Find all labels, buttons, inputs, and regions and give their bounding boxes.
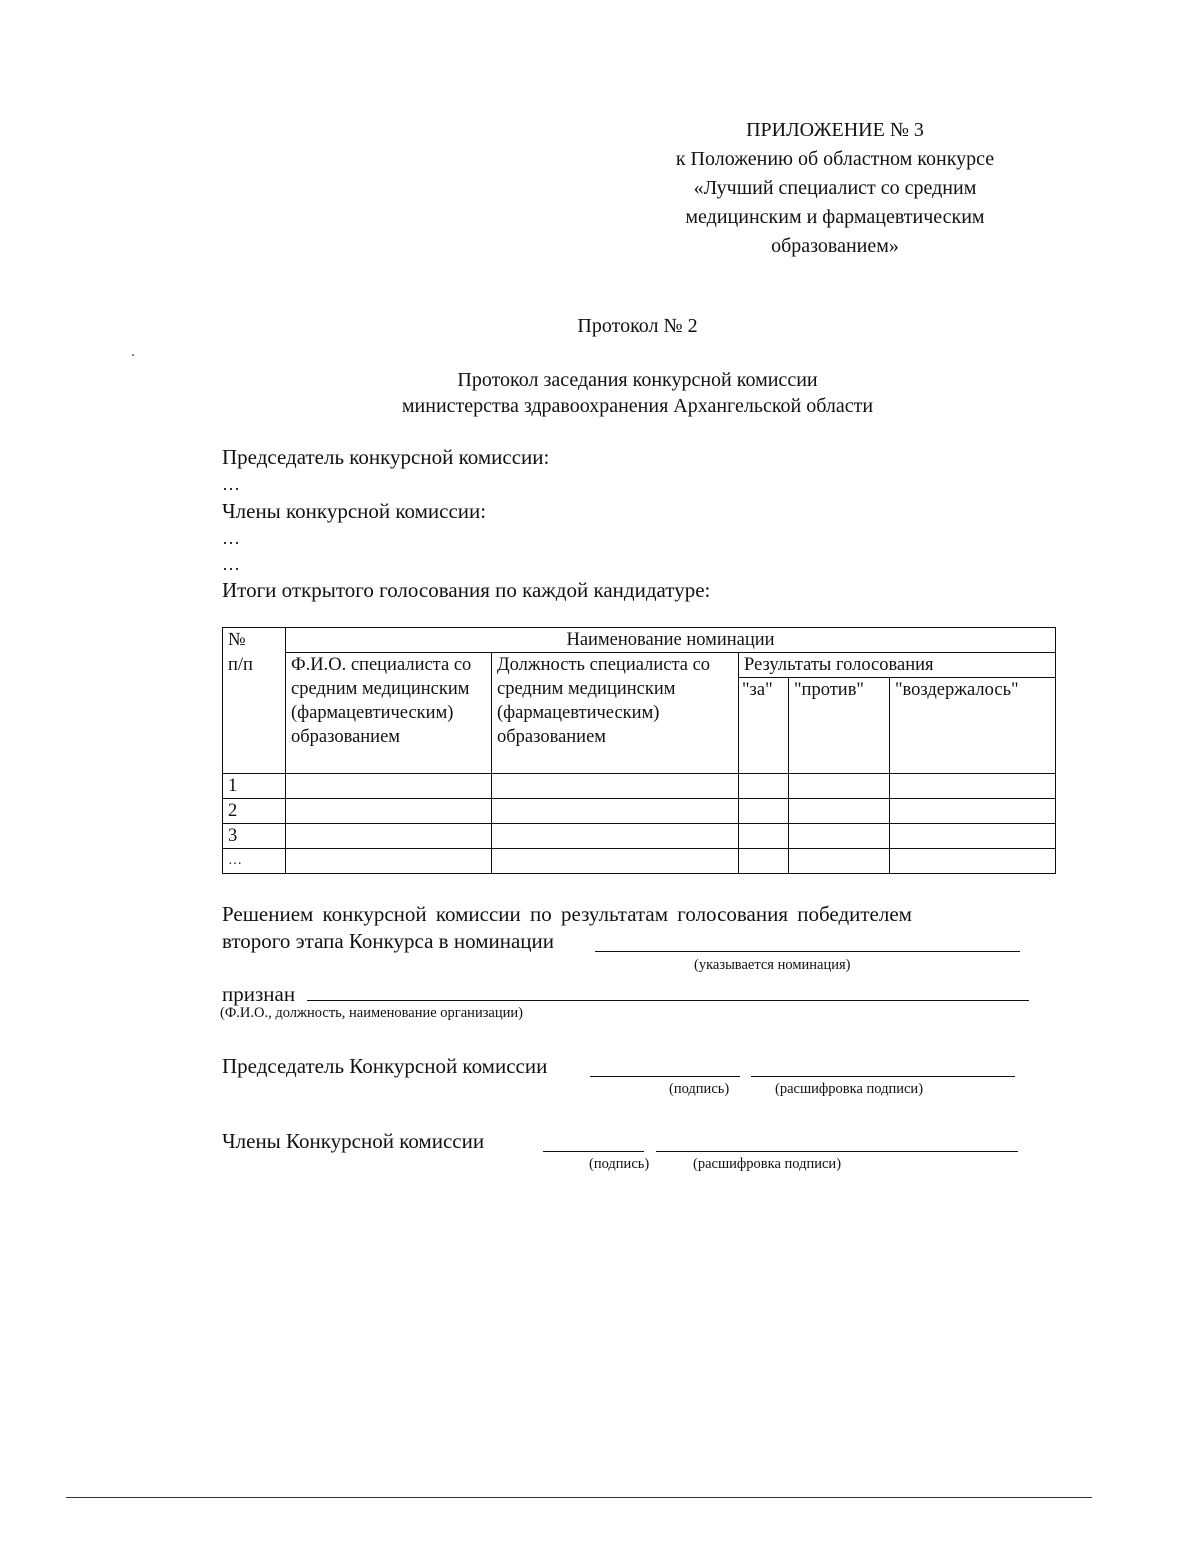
table-cell <box>789 774 890 799</box>
protocol-number: Протокол № 2 <box>577 315 698 337</box>
appendix-line: к Положению об областном конкурсе <box>675 148 995 170</box>
footer-rule <box>66 1497 1092 1498</box>
table-cell <box>286 799 492 824</box>
chairman-signature-label: Председатель Конкурсной комиссии <box>222 1054 548 1078</box>
table-cell <box>739 799 789 824</box>
appendix-block <box>600 116 1070 261</box>
nomination-caption: (указывается номинация) <box>694 957 851 973</box>
table-cell <box>739 774 789 799</box>
table-header-row <box>223 653 1056 678</box>
protocol-title-line: министерства здравоохранения Архангельской области <box>401 395 874 417</box>
appendix-line: «Лучший специалист со средним <box>693 177 977 199</box>
results-label: Итоги открытого голосования по каждой кандидатуре: <box>222 578 711 602</box>
ellipsis: … <box>222 528 240 548</box>
nomination-header: Наименование номинации <box>286 628 1056 653</box>
num-header-cell <box>223 628 286 653</box>
table-cell <box>890 799 1056 824</box>
table-cell <box>286 774 492 799</box>
signature-line <box>543 1151 644 1152</box>
recognized-blank-line <box>307 1000 1029 1001</box>
table-row <box>223 824 1056 849</box>
decoding-caption: (расшифровка подписи) <box>693 1156 842 1172</box>
row-number: 2 <box>223 799 286 824</box>
table-cell <box>739 824 789 849</box>
table-row <box>223 774 1056 799</box>
recognized-caption: (Ф.И.О., должность, наименование организации) <box>220 1005 523 1021</box>
appendix-line: медицинским и фармацевтическим <box>685 206 985 228</box>
decoding-line <box>751 1076 1015 1077</box>
row-number: … <box>223 849 286 874</box>
num-header-cell <box>223 653 286 774</box>
table-cell <box>739 849 789 874</box>
members-signature-label: Члены Конкурсной комиссии <box>222 1129 485 1153</box>
row-number: 1 <box>223 774 286 799</box>
ellipsis: … <box>222 474 240 494</box>
recognized-label: признан <box>222 982 296 1006</box>
abstain-header: "воздержалось" <box>890 678 1056 774</box>
appendix-title: ПРИЛОЖЕНИЕ № 3 <box>746 119 924 141</box>
ellipsis: … <box>222 554 240 574</box>
voting-results-table <box>222 627 1056 874</box>
table-row <box>223 799 1056 824</box>
table-cell <box>492 799 739 824</box>
table-cell <box>492 849 739 874</box>
for-header: "за" <box>739 678 789 774</box>
fio-header: Ф.И.О. специалиста со средним медицинским (фармацевтическим) образованием <box>286 653 492 774</box>
table-row <box>223 849 1056 874</box>
table-cell <box>890 774 1056 799</box>
decoding-line <box>656 1151 1018 1152</box>
signature-caption: (подпись) <box>669 1081 730 1097</box>
decoding-caption: (расшифровка подписи) <box>775 1081 924 1097</box>
chairman-label: Председатель конкурсной комиссии: <box>222 445 550 469</box>
table-cell <box>789 799 890 824</box>
table-cell <box>286 849 492 874</box>
results-header: Результаты голосования <box>739 653 1056 678</box>
nomination-blank-line <box>595 951 1020 952</box>
num-subheader: п/п <box>228 654 253 675</box>
signature-caption: (подпись) <box>589 1156 650 1172</box>
table-cell <box>890 849 1056 874</box>
appendix-line: образованием» <box>771 235 899 257</box>
table-cell <box>492 774 739 799</box>
protocol-title-line: Протокол заседания конкурсной комиссии <box>457 369 818 391</box>
decision-line: Решением конкурсной комиссии по результатам голосования победителем <box>222 902 912 926</box>
table-cell <box>492 824 739 849</box>
table-cell <box>286 824 492 849</box>
num-header: № <box>228 630 246 650</box>
row-number: 3 <box>223 824 286 849</box>
against-header: "против" <box>789 678 890 774</box>
table-cell <box>789 824 890 849</box>
members-label: Члены конкурсной комиссии: <box>222 499 487 523</box>
decision-line: второго этапа Конкурса в номинации <box>222 929 554 953</box>
table-cell <box>890 824 1056 849</box>
table-cell <box>789 849 890 874</box>
table-header-row <box>223 628 1056 653</box>
position-header: Должность специалиста со средним медицинским (фармацевтическим) образованием <box>492 653 739 774</box>
scan-speck <box>132 354 134 356</box>
signature-line <box>590 1076 740 1077</box>
